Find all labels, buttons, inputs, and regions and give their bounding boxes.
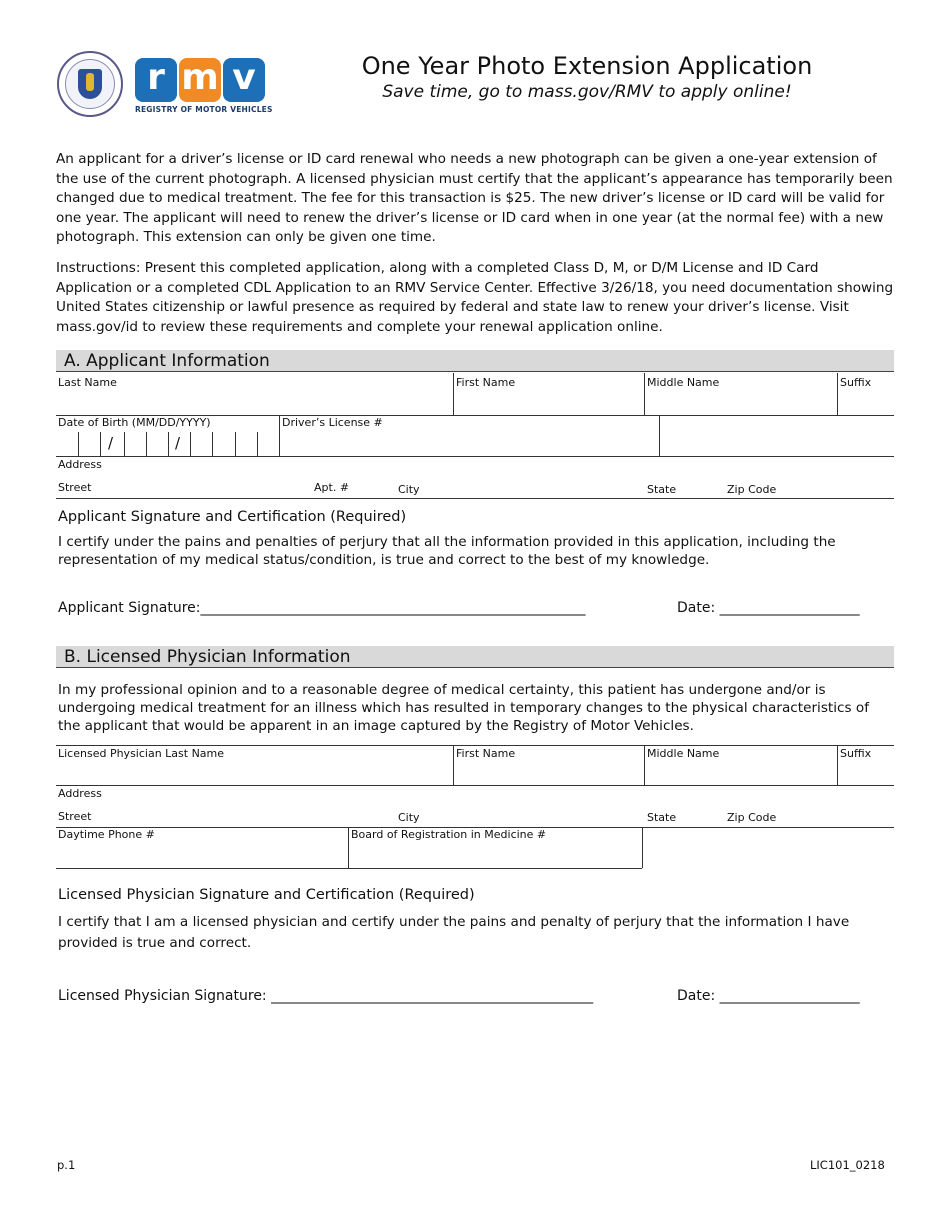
- last-name-field[interactable]: Last Name: [58, 376, 117, 389]
- applicant-certification-heading: Applicant Signature and Certification (Required): [58, 509, 407, 525]
- section-a-header: A. Applicant Information: [56, 350, 894, 372]
- physician-city-field[interactable]: City: [398, 811, 420, 824]
- physician-middle-name-field[interactable]: Middle Name: [647, 747, 720, 760]
- massachusetts-seal-icon: [57, 51, 123, 117]
- rmv-logo-m: m: [179, 58, 221, 102]
- state-field[interactable]: State: [647, 483, 677, 496]
- applicant-signature-field[interactable]: Applicant Signature:_______________________________________________________: [58, 600, 586, 616]
- page-number: p.1: [57, 1158, 76, 1172]
- address-label: Address: [58, 458, 102, 471]
- physician-certification-text: I certify that I am a licensed physician and certify under the pains and penalty of perjury that the information I have provided is true and correct.: [58, 914, 850, 951]
- physician-opinion-text: In my professional opinion and to a reasonable degree of medical certainty, this patient has undergone and/or is undergoing medical treatment for an illness which has resulted in temporary changes to the physical characteristics of the applicant that would be apparent in an image captured by the Registry of Motor Vehicles.: [58, 682, 869, 734]
- first-name-field[interactable]: First Name: [456, 376, 516, 389]
- physician-date-field[interactable]: Date: ____________________: [677, 988, 860, 1004]
- board-registration-field[interactable]: Board of Registration in Medicine #: [351, 828, 547, 841]
- applicant-certification-text: I certify under the pains and penalties of perjury that all the information provided in this application, including the representation of my medical status/condition, is true and correct to the best of my knowledge.: [58, 534, 836, 568]
- zip-code-field[interactable]: Zip Code: [727, 483, 777, 496]
- city-field[interactable]: City: [398, 483, 420, 496]
- physician-signature-field[interactable]: Licensed Physician Signature: ______________________________________________: [58, 988, 594, 1004]
- physician-first-name-field[interactable]: First Name: [456, 747, 516, 760]
- form-id: LIC101_0218: [810, 1158, 885, 1172]
- apt-field[interactable]: Apt. #: [314, 481, 350, 494]
- street-field[interactable]: Street: [58, 481, 92, 494]
- date-of-birth-field[interactable]: Date of Birth (MM/DD/YYYY): [58, 416, 211, 429]
- applicant-date-field[interactable]: Date: ____________________: [677, 600, 860, 616]
- dob-separator: /: [175, 434, 181, 452]
- section-b-header: B. Licensed Physician Information: [56, 646, 894, 668]
- rmv-logo-r: r: [135, 58, 177, 102]
- daytime-phone-field[interactable]: Daytime Phone #: [58, 828, 155, 841]
- middle-name-field[interactable]: Middle Name: [647, 376, 720, 389]
- rmv-logo: [135, 58, 273, 114]
- physician-street-field[interactable]: Street: [58, 810, 92, 823]
- page-subtitle: Save time, go to mass.gov/RMV to apply online!: [382, 82, 792, 102]
- physician-zip-code-field[interactable]: Zip Code: [727, 811, 777, 824]
- intro-paragraph: An applicant for a driver’s license or ID card renewal who needs a new photograph can be given a one-year extension of the use of the current photograph. A licensed physician must certify that the applicant’s appearance has temporarily been changed due to medical treatment. The fee for this transaction is $25. The new driver’s license or ID card will be valid for one year. The applicant will need to renew the driver’s license or ID card when in one year (at the normal fee) with a new photograph. This extension can only be given one time.: [56, 151, 893, 245]
- suffix-field[interactable]: Suffix: [840, 376, 872, 389]
- physician-address-label: Address: [58, 787, 102, 800]
- physician-certification-heading: Licensed Physician Signature and Certification (Required): [58, 887, 475, 903]
- physician-state-field[interactable]: State: [647, 811, 677, 824]
- rmv-logo-v: v: [223, 58, 265, 102]
- drivers-license-field[interactable]: Driver’s License #: [282, 416, 383, 429]
- dob-separator: /: [108, 434, 114, 452]
- instructions-paragraph: Instructions: Present this completed application, along with a completed Class D, M, or D/M License and ID Card Application or a completed CDL Application to an RMV Service Center. Effective 3/26/18, you need documentation showing United States citizenship or lawful presence as required by federal and state law to renew your driver’s license. Visit mass.gov/id to review these requirements and complete your renewal application online.: [56, 260, 894, 335]
- physician-last-name-field[interactable]: Licensed Physician Last Name: [58, 747, 225, 760]
- rmv-logo-tagline: REGISTRY OF MOTOR VEHICLES: [135, 105, 273, 114]
- physician-suffix-field[interactable]: Suffix: [840, 747, 872, 760]
- page-title: One Year Photo Extension Application: [361, 52, 813, 80]
